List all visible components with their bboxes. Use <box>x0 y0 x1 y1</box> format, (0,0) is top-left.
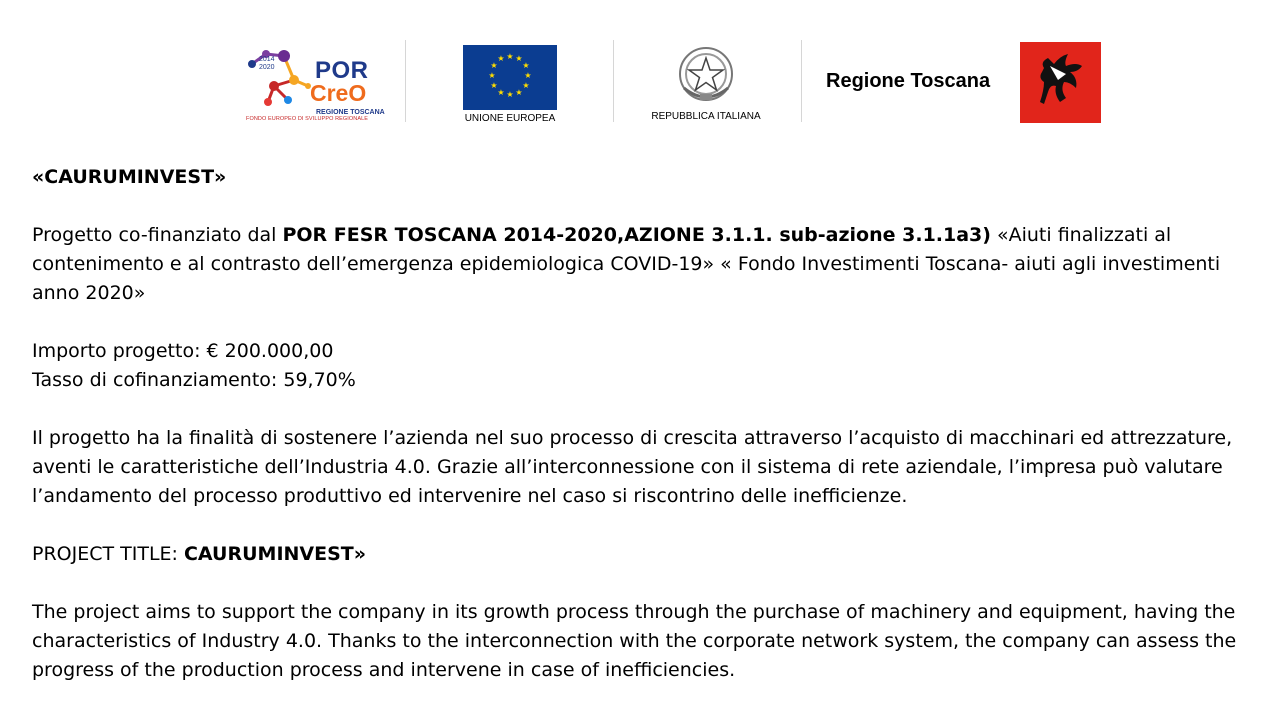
por-wordmark: POR <box>315 57 369 84</box>
toscana-label: Regione Toscana <box>826 70 991 92</box>
toscana-pegasus-logo <box>1020 42 1101 123</box>
project-title-line: PROJECT TITLE: CAURUMINVEST» <box>32 543 367 565</box>
funding-paragraph: Progetto co-finanziato dal POR FESR TOSCANA 2014-2020,AZIONE 3.1.1. sub-azione 3.1.1a3) «Aiuti finalizzati al contenimento e al contrasto dell’emergenza epidemiologica COVID-19» « Fondo Investimenti Toscana- aiuti agli investimenti anno 2020» <box>32 224 1221 304</box>
financial-details <box>32 337 1257 395</box>
logo-divider <box>801 40 802 122</box>
por-creo-logo <box>244 42 394 126</box>
project-amount: Importo progetto: € 200.000,00 <box>32 340 334 362</box>
svg-text:★: ★ <box>515 88 523 97</box>
italian-emblem-icon <box>641 42 771 108</box>
svg-text:★: ★ <box>524 71 532 80</box>
por-region-label: REGIONE TOSCANA <box>316 109 385 116</box>
svg-text:★: ★ <box>490 81 498 90</box>
svg-text:★: ★ <box>506 90 514 99</box>
pegasus-icon <box>1020 42 1101 123</box>
italian-republic-label: REPUBBLICA ITALIANA <box>651 111 761 122</box>
svg-text:★: ★ <box>506 52 514 61</box>
svg-text:★: ★ <box>522 61 530 70</box>
logo-header <box>0 0 1280 140</box>
svg-text:★: ★ <box>497 88 505 97</box>
por-years: 2014 2020 <box>259 56 275 71</box>
eu-logo <box>463 45 557 124</box>
creo-wordmark: CreO <box>310 80 367 106</box>
logo-divider <box>405 40 406 122</box>
logo-divider <box>613 40 614 122</box>
description-english: The project aims to support the company in its growth process through the purchase of machinery and equipment, having the characteristics of Industry 4.0. Thanks to the interconnection with the corporate network system, the company can assess the progress of the production process and intervene in case of inefficiencies. <box>32 601 1237 681</box>
cofinancing-rate: Tasso di cofinanziamento: 59,70% <box>32 369 356 391</box>
eu-label: UNIONE EUROPEA <box>464 113 556 124</box>
svg-text:★: ★ <box>497 54 505 63</box>
svg-text:★: ★ <box>522 81 530 90</box>
eu-flag-icon <box>463 45 557 110</box>
svg-text:★: ★ <box>488 71 496 80</box>
por-fund-label: FONDO EUROPEO DI SVILUPPO REGIONALE <box>246 116 369 122</box>
description-italian: Il progetto ha la finalità di sostenere l’azienda nel suo processo di crescita attraverso l’acquisto di macchinari ed attrezzature, aventi le caratteristiche dell’Industria 4.0. Grazie all’interconnessione con il sistema di rete aziendale, l’impresa può valutare l’andamento del processo produttivo ed intervenire nel caso si riscontrino delle inefficienze. <box>32 427 1233 507</box>
document-body <box>32 163 1257 714</box>
svg-text:★: ★ <box>515 54 523 63</box>
svg-text:★: ★ <box>490 61 498 70</box>
project-name-heading: «CAURUMINVEST» <box>32 166 227 188</box>
